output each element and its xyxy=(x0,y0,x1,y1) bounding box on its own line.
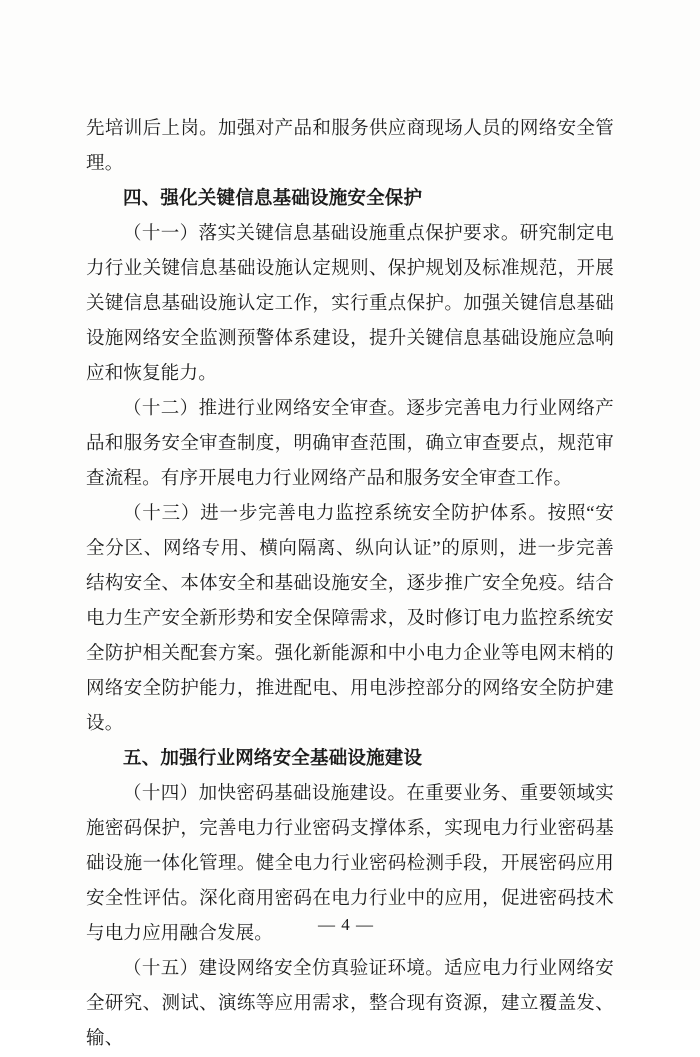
paragraph-item-11: （十一）落实关键信息基础设施重点保护要求。研究制定电力行业关键信息基础设施认定规则、保护规划及标准规范，开展关键信息基础设施认定工作，实行重点保护。加强关键信息基础设施网络安全监测预警体系建设，提升关键信息基础设施应急响应和恢复能力。 xyxy=(86,224,614,384)
paragraph-item-15: （十五）建设网络安全仿真验证环境。适应电力行业网络安全研究、测试、演练等应用需求，整合现有资源，建立覆盖发、输、 xyxy=(86,959,614,1049)
page-number: — 4 — xyxy=(318,915,374,934)
section-heading-five: 五、加强行业网络安全基础设施建设 xyxy=(123,749,423,769)
paragraph-item-12: （十二）推进行业网络安全审查。逐步完善电力行业网络产品和服务安全审查制度，明确审查范围，确立审查要点，规范审查流程。有序开展电力行业网络产品和服务安全审查工作。 xyxy=(86,399,614,489)
section-heading-four: 四、强化关键信息基础设施安全保护 xyxy=(123,189,423,209)
paragraph-continuation: 先培训后上岗。加强对产品和服务供应商现场人员的网络安全管理。 xyxy=(86,119,614,174)
paragraph-item-14: （十四）加快密码基础设施建设。在重要业务、重要领域实施密码保护，完善电力行业密码支撑体系，实现电力行业密码基础设施一体化管理。健全电力行业密码检测手段，开展密码应用安全性评估。深化商用密码在电力行业中的应用，促进密码技术与电力应用融合发展。 xyxy=(86,784,614,944)
paragraph-item-13: （十三）进一步完善电力监控系统安全防护体系。按照“安全分区、网络专用、横向隔离、纵向认证”的原则，进一步完善结构安全、本体安全和基础设施安全，逐步推广安全免疫。结合电力生产安全新形势和安全保障需求，及时修订电力监控系统安全防护相关配套方案。强化新能源和中小电力企业等电网末梢的网络安全防护能力，推进配电、用电涉控部分的网络安全防护建设。 xyxy=(86,504,614,734)
page-footer xyxy=(0,915,700,935)
